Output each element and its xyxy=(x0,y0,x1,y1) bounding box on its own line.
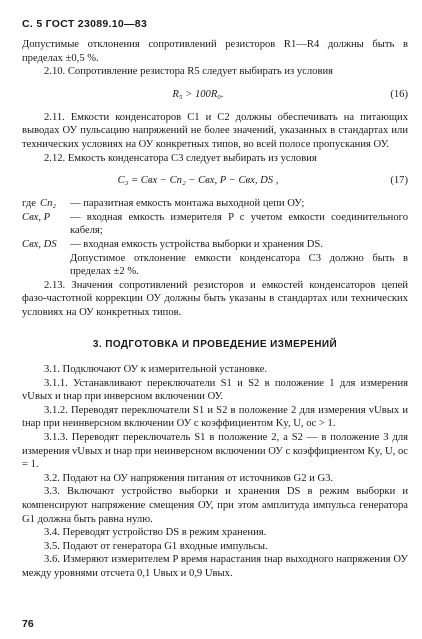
section-title: 3. ПОДГОТОВКА И ПРОВЕДЕНИЕ ИЗМЕРЕНИЙ xyxy=(92,338,338,350)
formula-16 xyxy=(22,85,408,107)
formula-16-number: (16) xyxy=(390,88,408,100)
definition-row xyxy=(22,211,408,238)
clause-3-3: 3.3. Включают устройство выборки и хранения DS в режим выборки и компенсируют напряжение смещения ОУ, при этом амплитуда импульса генератора G1 должна быть равна нулю. xyxy=(22,486,408,525)
definition-row xyxy=(22,197,408,211)
where-label: где xyxy=(22,198,36,210)
symbol-definitions xyxy=(22,197,408,279)
clause-2-13: 2.13. Значения сопротивлений резисторов и емкостей конденсаторов цепей фазо-частотной коррекции ОУ должны быть указаны в стандартах или технических условиях на ОУ конкретных типов. xyxy=(22,279,408,318)
clause-3-1-3: 3.1.3. Переводят переключатель S1 в положение 2, а S2 — в положение 3 для измерения vUвых и tнар при неинверсном включении ОУ с коэффициентом Ky, U, oc = 1. xyxy=(22,432,408,471)
definition-symbol: Cвх, P xyxy=(22,211,51,223)
clause-3-6: 3.6. Измеряют измерителем P время нарастания tнар выходного напряжения ОУ между уровнями отсчета 0,1 Uвых и 0,9 Uвых. xyxy=(22,554,408,579)
formula-17 xyxy=(22,171,408,193)
page-body xyxy=(22,38,408,581)
clause-3-4: 3.4. Переводят устройство DS в режим хранения. xyxy=(44,527,267,539)
clause-2-11: 2.11. Емкости конденсаторов C1 и C2 должны обеспечивать на питающих выводах ОУ пульсацию напряжений не более значений, указанных в стандартах или технических условиях на ОУ конкретных типов, во всей полосе пропускания ОУ. xyxy=(22,111,408,150)
capacitor-tolerance: Допустимое отклонение емкости конденсатора C3 должно быть в пределах ±2 %. xyxy=(70,252,408,278)
definition-symbol: Cвх, DS xyxy=(22,238,57,250)
formula-17-expression: C₃ = Cвх − Cп₂ − Cвх, P − Cвх, DS , xyxy=(117,175,279,187)
clause-3-2: 3.2. Подают на ОУ напряжения питания от источников G2 и G3. xyxy=(44,472,334,484)
clause-2-12: 2.12. Емкость конденсатора C3 следует выбирать из условия xyxy=(44,152,317,164)
clause-2-10: 2.10. Сопротивление резистора R5 следует выбирать из условия xyxy=(44,66,334,78)
clause-3-1-2: 3.1.2. Переводят переключатели S1 и S2 в положение 2 для измерения vUвых и tнар при неинверсном включении ОУ с коэффициентом Ky, U, oc > 1. xyxy=(22,404,408,430)
tolerance-paragraph: Допустимые отклонения сопротивлений резисторов R1—R4 должны быть в пределах ±0,5 %. xyxy=(22,39,408,64)
page-number: 76 xyxy=(22,618,34,630)
clause-3-5: 3.5. Подают от генератора G1 входные импульсы. xyxy=(44,540,268,552)
definition-symbol: Cп₂ xyxy=(40,198,57,210)
clause-3-1: 3.1. Подключают ОУ к измерительной установке. xyxy=(44,364,268,376)
definition-text: — паразитная емкость монтажа выходной цепи ОУ; xyxy=(70,198,305,210)
formula-17-number: (17) xyxy=(390,175,408,187)
clause-3-1-1: 3.1.1. Устанавливают переключатели S1 и S2 в положение 1 для измерения vUвых и tнар при инверсном включении ОУ. xyxy=(22,377,408,403)
definition-row xyxy=(22,238,408,252)
page-header: С. 5 ГОСТ 23089.10—83 xyxy=(22,18,148,30)
definition-text: — входная емкость измерителя P с учетом емкости соединительного кабеля; xyxy=(70,211,408,237)
formula-16-expression: R₅ > 100R₀. xyxy=(172,88,224,100)
definition-text: — входная емкость устройства выборки и хранения DS. xyxy=(70,238,323,250)
